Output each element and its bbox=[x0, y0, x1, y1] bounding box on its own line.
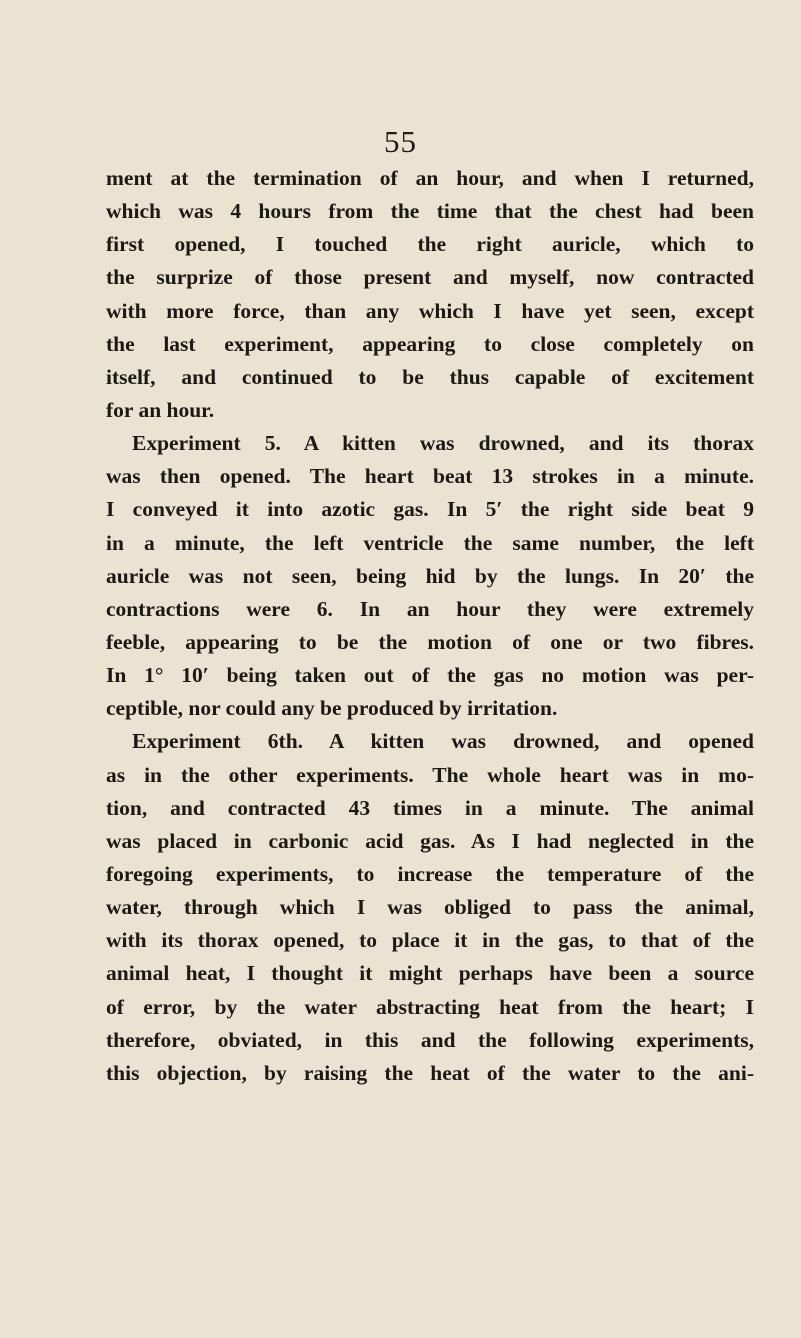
text-line: was placed in carbonic acid gas. As I had neglected in the bbox=[106, 828, 754, 853]
text-line: as in the other experiments. The whole heart was in mo- bbox=[106, 762, 754, 787]
text-line: feeble, appearing to be the motion of one or two fibres. bbox=[106, 629, 754, 654]
text-line: therefore, obviated, in this and the following experiments, bbox=[106, 1027, 754, 1052]
text-line: was then opened. The heart beat 13 strokes in a minute. bbox=[106, 464, 754, 489]
text-line: animal heat, I thought it might perhaps have been a source bbox=[106, 961, 754, 986]
text-line: the last experiment, appearing to close completely on bbox=[106, 331, 754, 356]
text-line: ment at the termination of an hour, and when I returned, bbox=[106, 166, 754, 190]
text-line: I conveyed it into azotic gas. In 5′ the right side beat 9 bbox=[106, 497, 754, 522]
body-text bbox=[106, 162, 754, 1090]
paragraph-start-line: Experiment 6th. A kitten was drowned, and opened bbox=[132, 729, 754, 754]
text-line: which was 4 hours from the time that the chest had been bbox=[106, 199, 754, 224]
text-line: first opened, I touched the right auricle, which to bbox=[106, 232, 754, 257]
text-line: in a minute, the left ventricle the same number, the left bbox=[106, 530, 754, 555]
text-line: water, through which I was obliged to pass the animal, bbox=[106, 895, 754, 920]
text-line: foregoing experiments, to increase the temperature of the bbox=[106, 861, 754, 886]
text-line: of error, by the water abstracting heat from the heart; I bbox=[106, 994, 754, 1019]
text-line: with more force, than any which I have yet seen, except bbox=[106, 298, 754, 323]
text-line: itself, and continued to be thus capable of excitement bbox=[106, 364, 754, 389]
text-line: In 1° 10′ being taken out of the gas no motion was per- bbox=[106, 663, 754, 688]
text-line: with its thorax opened, to place it in the gas, to that of the bbox=[106, 928, 754, 953]
text-line: for an hour. bbox=[106, 397, 215, 422]
page-number: 55 bbox=[384, 124, 417, 159]
text-line: ceptible, nor could any be produced by irritation. bbox=[106, 696, 558, 721]
text-line: this objection, by raising the heat of the water to the ani- bbox=[106, 1060, 754, 1085]
text-line: the surprize of those present and myself, now contracted bbox=[106, 265, 754, 290]
paragraph-start-line: Experiment 5. A kitten was drowned, and its thorax bbox=[132, 431, 754, 456]
text-line: auricle was not seen, being hid by the lungs. In 20′ the bbox=[106, 563, 754, 588]
text-line: contractions were 6. In an hour they were extremely bbox=[106, 596, 754, 621]
text-line: tion, and contracted 43 times in a minute. The animal bbox=[106, 795, 754, 820]
